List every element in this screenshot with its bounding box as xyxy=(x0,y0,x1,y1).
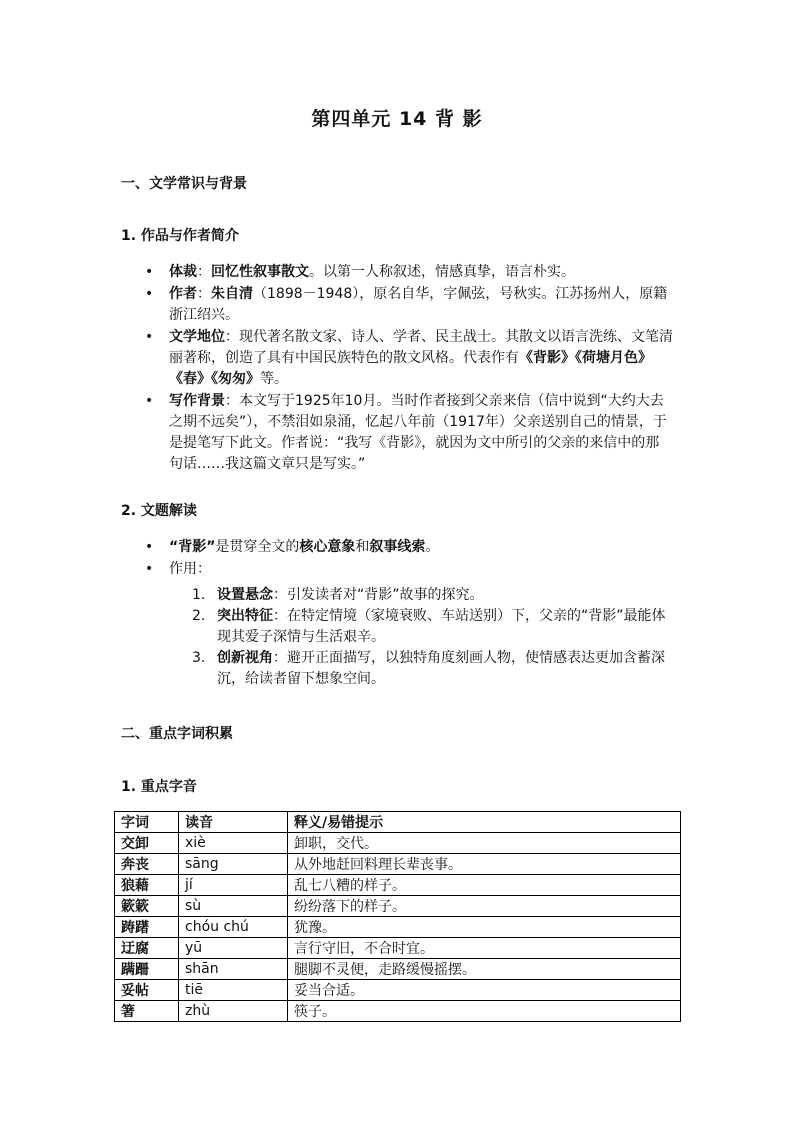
pronunciation-table xyxy=(114,811,681,1022)
table-row xyxy=(115,875,681,896)
meaning-cell: 筷子。 xyxy=(288,1001,681,1022)
word-cell: 簌簌 xyxy=(115,896,179,917)
subheading-work-author: 1. 作品与作者简介 xyxy=(121,228,239,244)
word-cell: 迂腐 xyxy=(115,938,179,959)
table-row xyxy=(115,959,681,980)
table-row xyxy=(115,980,681,1001)
list-item-core-image: • “背影”是贯穿全文的核心意象和叙事线索。 xyxy=(143,537,673,558)
pinyin-cell: sù xyxy=(179,896,288,917)
meaning-cell: 犹豫。 xyxy=(288,917,681,938)
pinyin-cell: shān xyxy=(179,959,288,980)
word-cell: 狼藉 xyxy=(115,875,179,896)
meaning-cell: 腿脚不灵便，走路缓慢摇摆。 xyxy=(288,959,681,980)
word-cell: 蹒跚 xyxy=(115,959,179,980)
subheading-title-interpretation: 2. 文题解读 xyxy=(121,503,197,519)
function-list xyxy=(192,585,672,690)
function-item: 3. 创新视角：避开正面描写，以独特角度刻画人物，使情感表达更加含蓄深沉，给读者留下想象空间。 xyxy=(192,650,665,687)
pinyin-cell: zhù xyxy=(179,1001,288,1022)
table-header-row xyxy=(115,812,681,833)
column-header: 释义/易错提示 xyxy=(288,812,681,833)
word-cell: 踌躇 xyxy=(115,917,179,938)
section-heading-vocabulary: 二、重点字词积累 xyxy=(121,726,233,742)
meaning-cell: 纷纷落下的样子。 xyxy=(288,896,681,917)
list-item-literary-status: • 文学地位：现代著名散文家、诗人、学者、民主战士。其散文以语言洗练、文笔清丽著称，创造了具有中国民族特色的散文风格。代表作有《背影》《荷塘月色》《春》《匆匆》等。 xyxy=(143,327,673,390)
pinyin-cell: tiē xyxy=(179,980,288,1001)
meaning-cell: 卸职，交代。 xyxy=(288,833,681,854)
table-row xyxy=(115,854,681,875)
function-item: 1. 设置悬念：引发读者对“背影”故事的探究。 xyxy=(192,587,484,603)
word-cell: 奔丧 xyxy=(115,854,179,875)
pinyin-cell: sāng xyxy=(179,854,288,875)
pinyin-cell: jí xyxy=(179,875,288,896)
word-cell: 妥帖 xyxy=(115,980,179,1001)
list-item-background: • 写作背景：本文写于1925年10月。当时作者接到父亲来信（信中说到“大约大去之期不远矣”），不禁泪如泉涌，忆起八年前（1917年）父亲送别自己的情景，于是提笔写下此文。作者说：“我写《背影》，就因为文中所引的父亲的来信中的那句话……我这篇文章只是写实。” xyxy=(143,391,673,475)
pinyin-cell: chóu chú xyxy=(179,917,288,938)
table-row xyxy=(115,917,681,938)
subheading-pronunciation: 1. 重点字音 xyxy=(121,779,197,795)
word-cell: 交卸 xyxy=(115,833,179,854)
table-row xyxy=(115,896,681,917)
pinyin-cell: yū xyxy=(179,938,288,959)
list-item-author: • 作者：朱自清（1898－1948），原名自华，字佩弦，号秋实。江苏扬州人，原籍浙江绍兴。 xyxy=(143,284,673,326)
table-row xyxy=(115,1001,681,1022)
meaning-cell: 乱七八糟的样子。 xyxy=(288,875,681,896)
section-heading-literature: 一、文学常识与背景 xyxy=(121,176,247,192)
page-title: 第四单元 14 背 影 xyxy=(311,108,483,130)
pinyin-cell: xiè xyxy=(179,833,288,854)
word-cell: 箸 xyxy=(115,1001,179,1022)
work-author-list xyxy=(143,262,673,476)
meaning-cell: 妥当合适。 xyxy=(288,980,681,1001)
function-item: 2. 突出特征：在特定情境（家境衰败、车站送别）下，父亲的“背影”最能体现其爱子深情与生活艰辛。 xyxy=(192,608,666,645)
meaning-cell: 言行守旧，不合时宜。 xyxy=(288,938,681,959)
list-item-function: • 作用： xyxy=(143,559,673,580)
table-row xyxy=(115,833,681,854)
list-item-genre: • 体裁：回忆性叙事散文。以第一人称叙述，情感真挚，语言朴实。 xyxy=(143,262,673,283)
meaning-cell: 从外地赶回料理长辈丧事。 xyxy=(288,854,681,875)
column-header: 字词 xyxy=(115,812,179,833)
column-header: 读音 xyxy=(179,812,288,833)
title-interpretation-list xyxy=(143,537,673,581)
table-row xyxy=(115,938,681,959)
